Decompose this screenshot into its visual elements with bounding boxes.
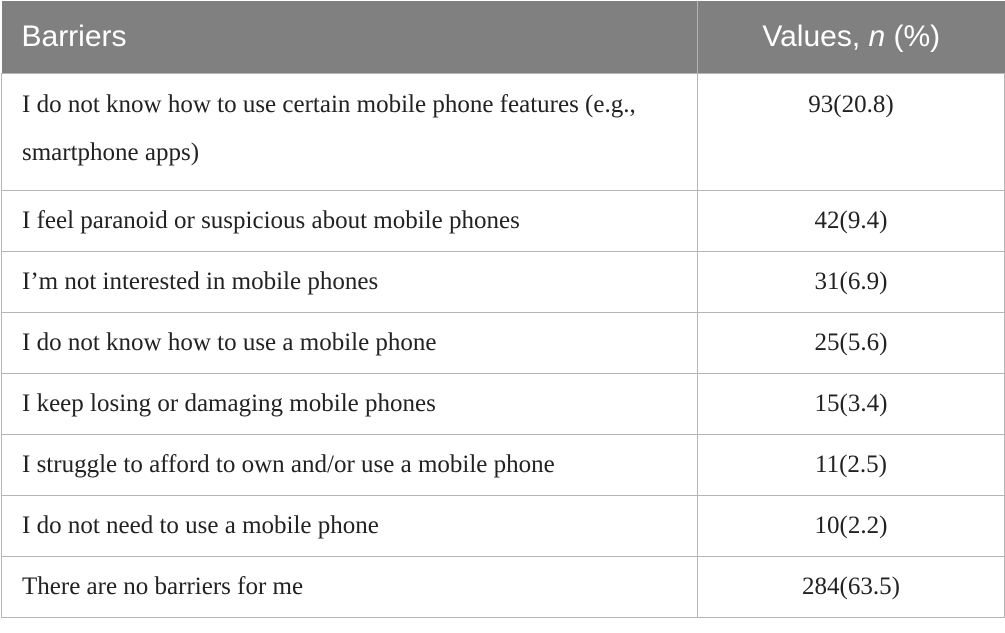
barriers-table xyxy=(1,1,1005,618)
table-row xyxy=(2,374,1005,435)
header-barriers: Barriers xyxy=(2,1,698,74)
header-values xyxy=(698,1,1005,74)
barrier-cell: I do not know how to use a mobile phone xyxy=(2,313,698,374)
barrier-cell: I feel paranoid or suspicious about mobile phones xyxy=(2,191,698,252)
barrier-cell: I’m not interested in mobile phones xyxy=(2,252,698,313)
table-row xyxy=(2,74,1005,191)
barrier-cell xyxy=(2,74,698,191)
table-row xyxy=(2,435,1005,496)
header-values-suffix: (%) xyxy=(885,20,941,53)
table-body xyxy=(2,74,1005,618)
barrier-cell: I struggle to afford to own and/or use a mobile phone xyxy=(2,435,698,496)
value-cell: 284(63.5) xyxy=(698,557,1005,618)
header-values-prefix: Values, xyxy=(762,20,869,53)
table-row xyxy=(2,313,1005,374)
barriers-table-container xyxy=(1,1,1004,618)
value-cell: 10(2.2) xyxy=(698,496,1005,557)
header-row xyxy=(2,1,1005,74)
barrier-text: I do not know how to use certain mobile phone features (e.g., smartphone apps) xyxy=(22,91,636,166)
value-cell: 25(5.6) xyxy=(698,313,1005,374)
barrier-cell: There are no barriers for me xyxy=(2,557,698,618)
table-row xyxy=(2,252,1005,313)
table-row xyxy=(2,191,1005,252)
table-row xyxy=(2,496,1005,557)
value-cell: 31(6.9) xyxy=(698,252,1005,313)
value-cell: 15(3.4) xyxy=(698,374,1005,435)
header-values-n: n xyxy=(868,20,886,53)
value-cell: 42(9.4) xyxy=(698,191,1005,252)
value-cell: 11(2.5) xyxy=(698,435,1005,496)
table-row xyxy=(2,557,1005,618)
barrier-cell: I keep losing or damaging mobile phones xyxy=(2,374,698,435)
barrier-cell: I do not need to use a mobile phone xyxy=(2,496,698,557)
value-cell: 93(20.8) xyxy=(698,74,1005,191)
table-header xyxy=(2,1,1005,74)
